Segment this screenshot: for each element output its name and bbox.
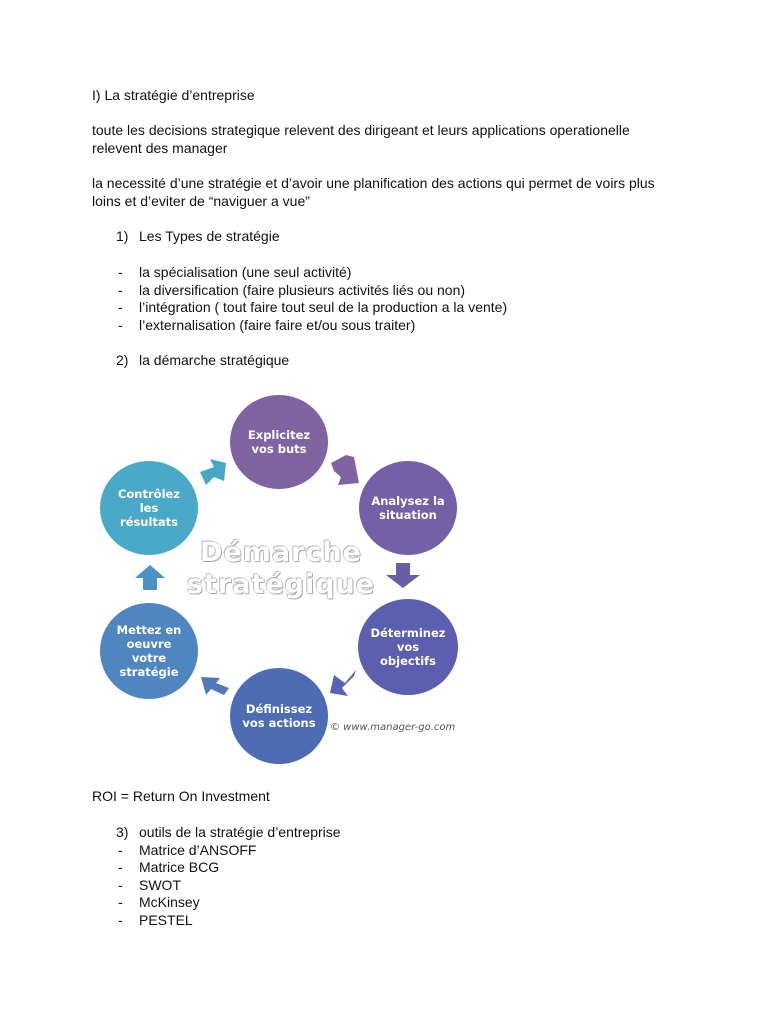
section-2-title: la démarche stratégique: [139, 352, 290, 368]
tool-item: McKinsey: [139, 894, 200, 910]
strategy-type-item: l’externalisation (faire faire et/ou sous traiter): [139, 316, 416, 333]
tool-item: Matrice d’ANSOFF: [139, 841, 257, 858]
bullet-dash: -: [118, 316, 123, 333]
section-3-title: outils de la stratégie d’entreprise: [139, 824, 341, 840]
arrow-icon: [200, 459, 226, 485]
arrow-icon: [135, 565, 165, 590]
diagram-center-title: [186, 537, 376, 601]
step-determinez-vos-objectifs: Déterminez vos objectifs: [358, 599, 458, 695]
strategy-type-item: la spécialisation (une seul activité): [139, 264, 352, 280]
step-controlez-les-resultats: Contrôlez les résultats: [100, 461, 198, 555]
roi-definition: ROI = Return On Investment: [92, 788, 270, 804]
bullet-dash: -: [118, 841, 123, 858]
paragraph-2-line-2: loins et d’eviter de “naviguer a vue”: [92, 192, 310, 209]
section-3-number: 3): [116, 824, 129, 840]
paragraph-1-line-2: relevent des manager: [92, 139, 228, 156]
paragraph-2-line-1: la necessité d’une stratégie et d’avoir une planification des actions qui permet de voirs plus: [92, 175, 655, 191]
center-title-line-2: stratégique: [186, 569, 376, 600]
strategy-type-item: l’intégration ( tout faire tout seul de la production a la vente): [139, 299, 508, 315]
arrow-icon: [331, 455, 359, 485]
bullet-dash: -: [118, 911, 123, 928]
strategy-cycle-diagram: [88, 385, 508, 780]
tool-item: SWOT: [139, 876, 181, 893]
bullet-dash: -: [118, 876, 123, 893]
strategy-type-item: la diversification (faire plusieurs activités liés ou non): [139, 281, 466, 298]
tool-item: Matrice BCG: [139, 859, 220, 875]
arrow-icon: [201, 677, 229, 695]
bullet-dash: -: [118, 299, 123, 315]
center-title-line-1: Démarche: [200, 537, 362, 568]
bullet-dash: -: [118, 894, 123, 910]
bullet-dash: -: [118, 281, 123, 298]
paragraph-1-line-1: toute les decisions strategique relevent des dirigeant et leurs applications operationelle: [92, 122, 630, 138]
bullet-dash: -: [118, 264, 123, 280]
step-analysez-la-situation: Analysez la situation: [359, 461, 457, 555]
diagram-credit: © www.manager-go.com: [330, 722, 456, 733]
arrow-icon: [386, 563, 420, 588]
step-mettez-en-oeuvre: Mettez en oeuvre votre stratégie: [100, 603, 198, 699]
arrow-icon: [330, 670, 356, 696]
section-1-number: 1): [116, 228, 129, 244]
section-heading: I) La stratégie d’entreprise: [92, 87, 255, 103]
section-1-title: Les Types de stratégie: [139, 228, 280, 244]
section-2-number: 2): [116, 352, 129, 368]
step-definissez-vos-actions: Définissez vos actions: [230, 668, 328, 764]
bullet-dash: -: [118, 859, 123, 875]
tool-item: PESTEL: [139, 911, 193, 928]
step-explicitez-vos-buts: Explicitez vos buts: [230, 395, 328, 489]
